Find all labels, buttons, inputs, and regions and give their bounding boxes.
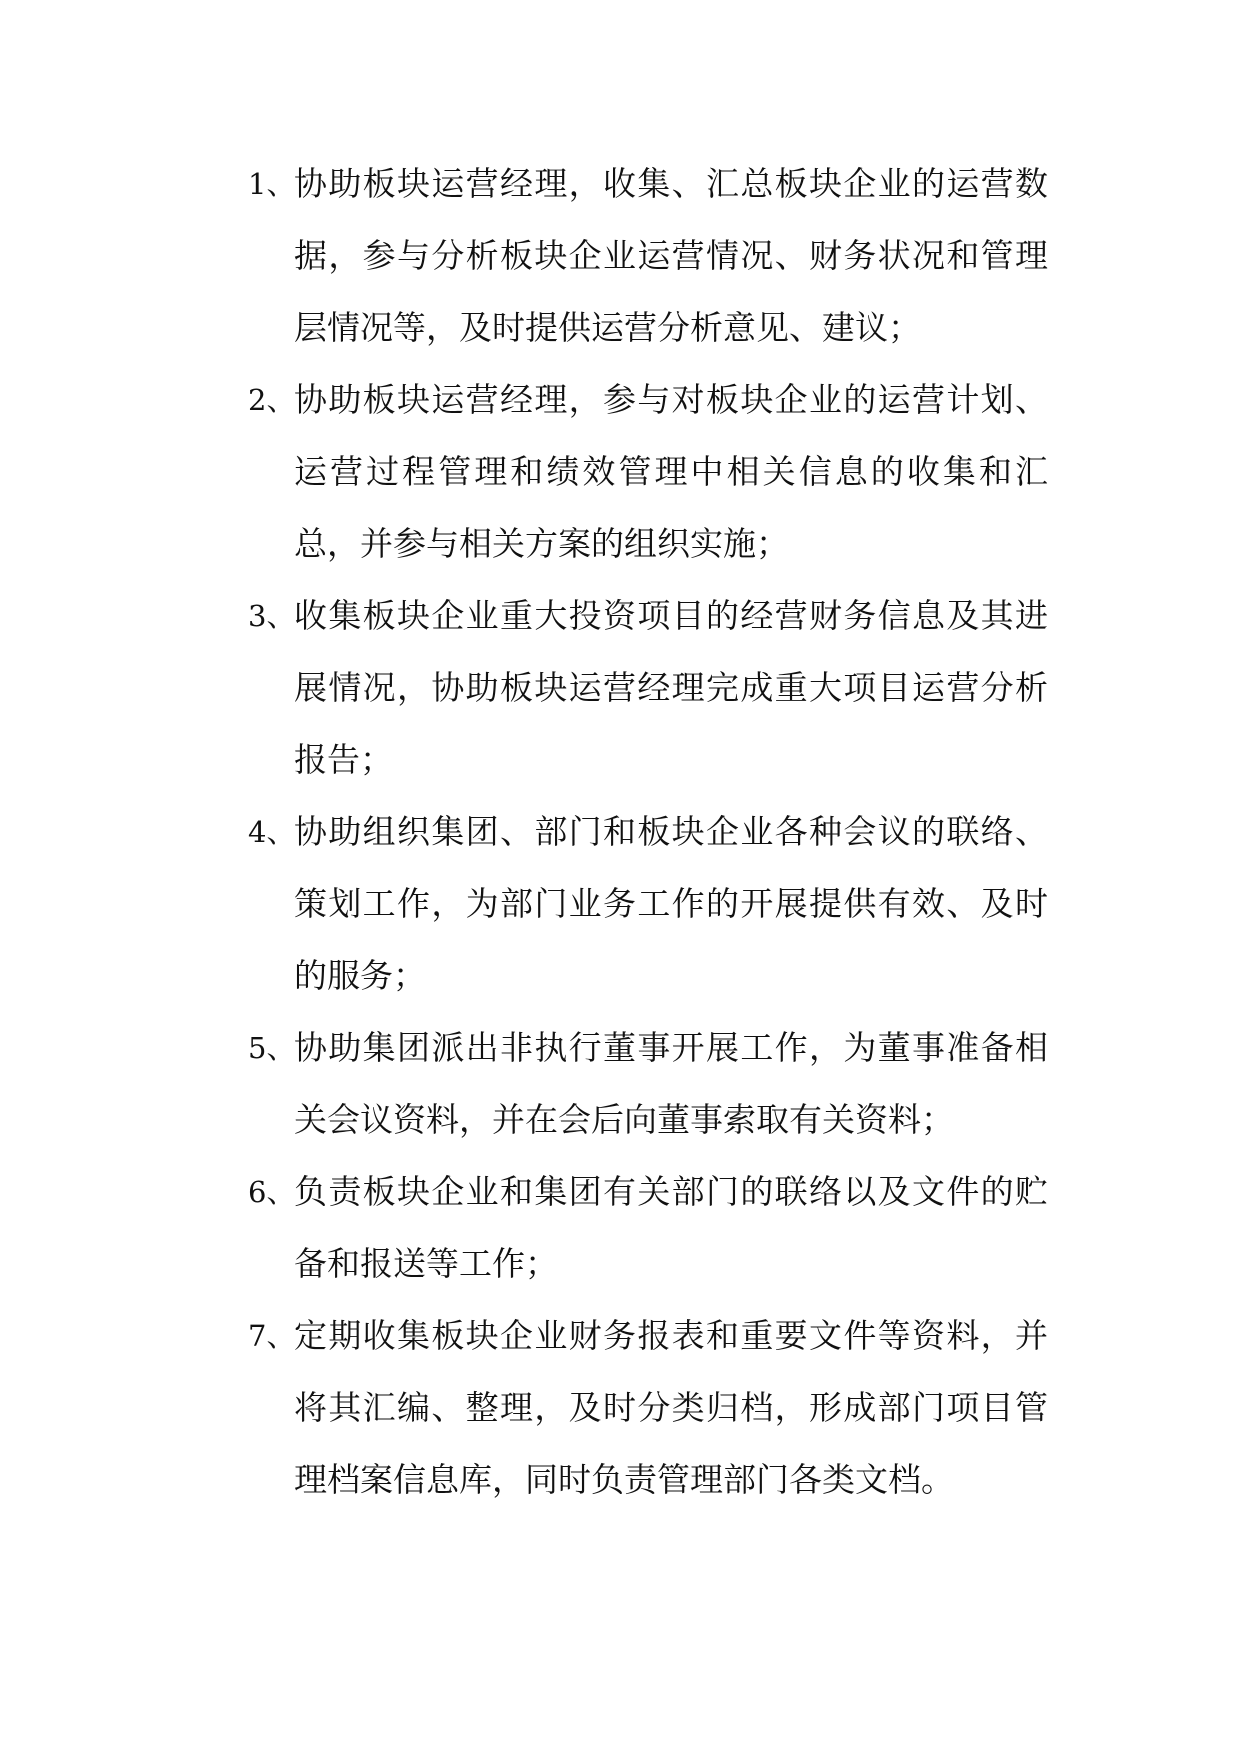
list-item-text: 协助集团派出非执行董事开展工作，为董事准备相关会议资料，并在会后向董事索取有关资料； xyxy=(294,1028,1048,1139)
list-item-number: 2、 xyxy=(248,383,296,417)
list-item-text: 收集板块企业重大投资项目的经营财务信息及其进展情况，协助板块运营经理完成重大项目运营分析报告； xyxy=(294,596,1048,779)
list-item-number: 4、 xyxy=(248,815,296,849)
list-item-number: 3、 xyxy=(248,599,296,633)
list-item-text: 定期收集板块企业财务报表和重要文件等资料，并将其汇编、整理，及时分类归档，形成部门项目管理档案信息库，同时负责管理部门各类文档。 xyxy=(294,1316,1048,1499)
list-item xyxy=(248,1156,1048,1300)
list-item xyxy=(248,1300,1048,1516)
list-item-number: 7、 xyxy=(248,1319,296,1353)
list-item-text: 协助板块运营经理，参与对板块企业的运营计划、运营过程管理和绩效管理中相关信息的收集和汇总，并参与相关方案的组织实施； xyxy=(294,380,1048,563)
list-item xyxy=(248,364,1048,580)
responsibility-list xyxy=(248,148,1048,1516)
list-item xyxy=(248,796,1048,1012)
list-item-number: 1、 xyxy=(248,167,296,201)
list-item xyxy=(248,1012,1048,1156)
list-item xyxy=(248,148,1048,364)
list-item xyxy=(248,580,1048,796)
list-item-text: 负责板块企业和集团有关部门的联络以及文件的贮备和报送等工作； xyxy=(294,1172,1048,1283)
list-item-text: 协助板块运营经理，收集、汇总板块企业的运营数据，参与分析板块企业运营情况、财务状况和管理层情况等，及时提供运营分析意见、建议； xyxy=(294,164,1048,347)
list-item-text: 协助组织集团、部门和板块企业各种会议的联络、策划工作，为部门业务工作的开展提供有效、及时的服务； xyxy=(294,812,1048,995)
list-item-number: 5、 xyxy=(248,1031,296,1065)
list-item-number: 6、 xyxy=(248,1175,296,1209)
